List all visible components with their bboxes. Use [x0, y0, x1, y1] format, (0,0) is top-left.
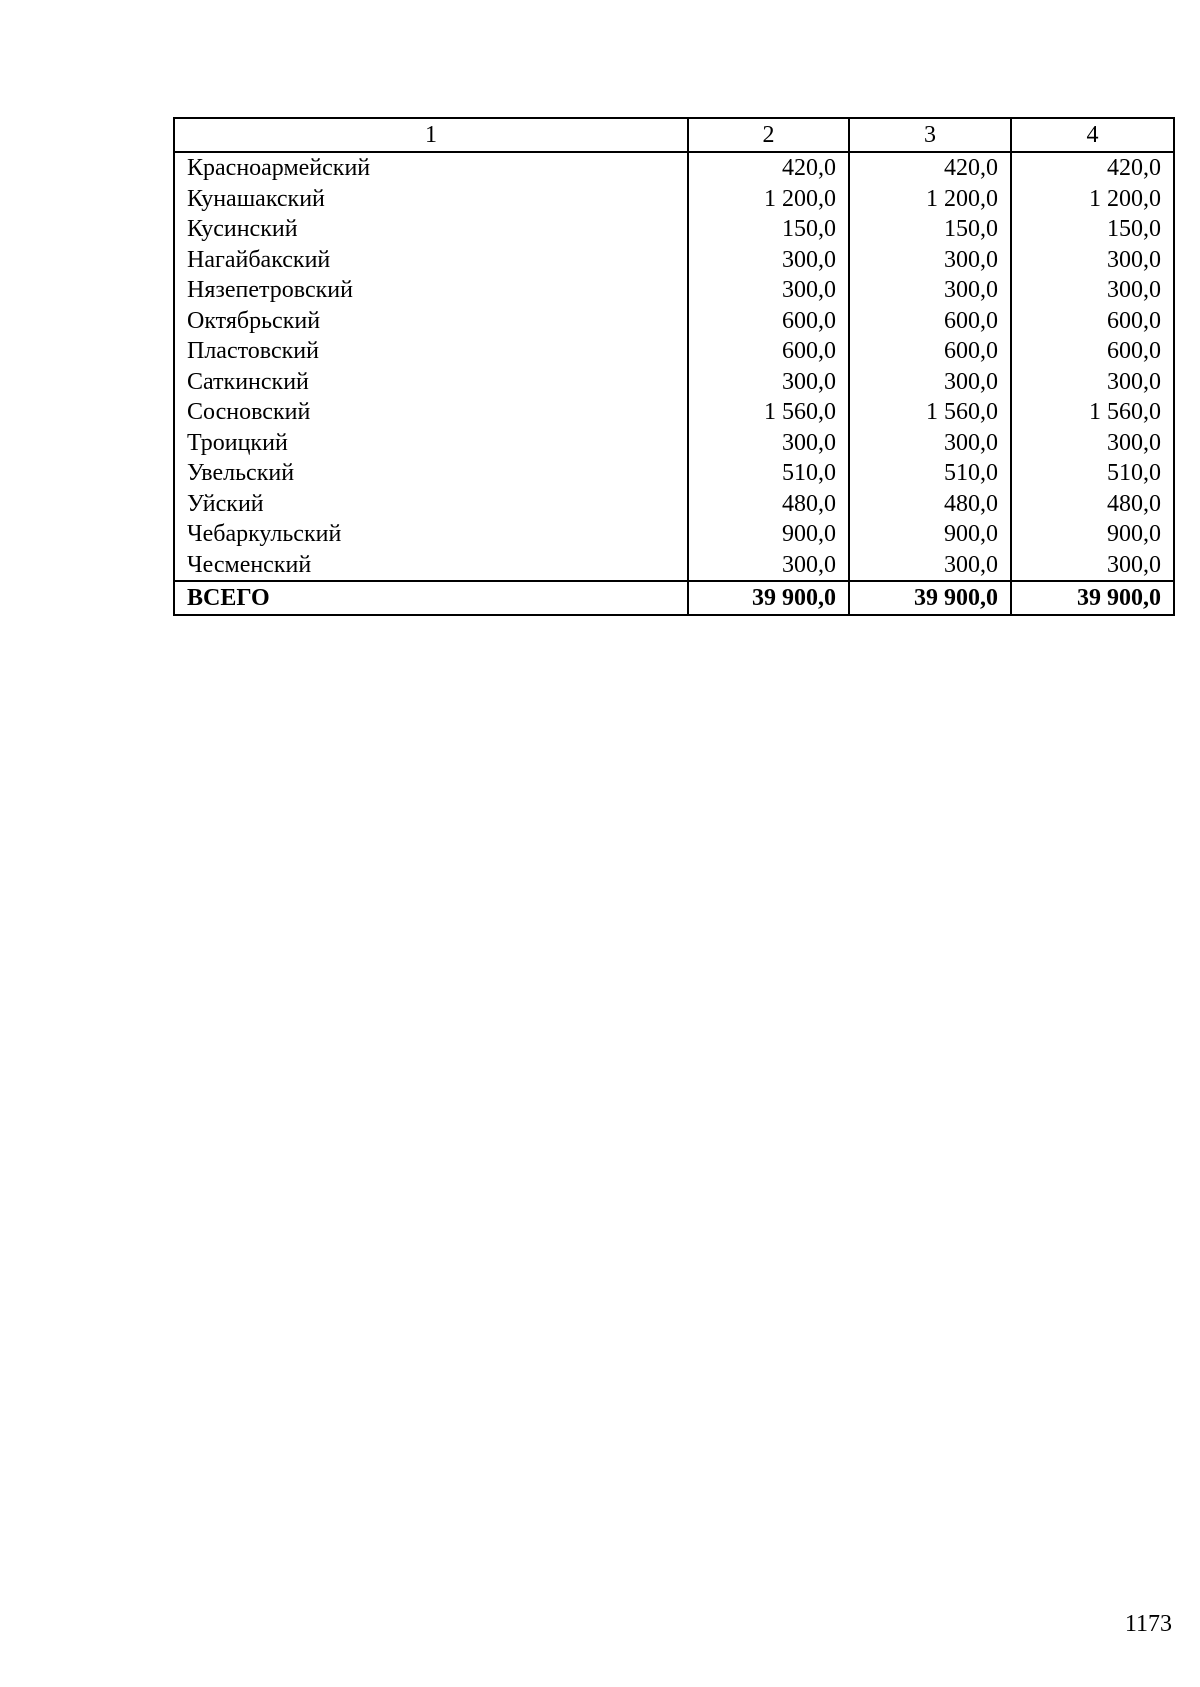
table-row [174, 458, 1174, 489]
value-col3: 300,0 [849, 245, 1011, 276]
district-name: Красноармейский [174, 152, 688, 184]
table-row [174, 428, 1174, 459]
table-row [174, 367, 1174, 398]
value-col4: 300,0 [1011, 428, 1174, 459]
value-col2: 900,0 [688, 519, 849, 550]
value-col3: 510,0 [849, 458, 1011, 489]
column-header-1: 1 [174, 118, 688, 152]
district-name: Нагайбакский [174, 245, 688, 276]
value-col3: 480,0 [849, 489, 1011, 520]
value-col2: 510,0 [688, 458, 849, 489]
value-col2: 150,0 [688, 214, 849, 245]
district-name: Октябрьский [174, 306, 688, 337]
value-col3: 900,0 [849, 519, 1011, 550]
district-name: Кусинский [174, 214, 688, 245]
value-col4: 480,0 [1011, 489, 1174, 520]
data-table [173, 117, 1175, 616]
total-row [174, 581, 1174, 615]
value-col4: 600,0 [1011, 306, 1174, 337]
district-name: Чесменский [174, 550, 688, 582]
district-name: Кунашакский [174, 184, 688, 215]
table-row [174, 519, 1174, 550]
header-row [174, 118, 1174, 152]
table-header [174, 118, 1174, 152]
column-header-2: 2 [688, 118, 849, 152]
value-col2: 480,0 [688, 489, 849, 520]
value-col2: 300,0 [688, 367, 849, 398]
table-row [174, 397, 1174, 428]
value-col4: 600,0 [1011, 336, 1174, 367]
value-col2: 1 560,0 [688, 397, 849, 428]
value-col2: 300,0 [688, 275, 849, 306]
district-name: Саткинский [174, 367, 688, 398]
column-header-3: 3 [849, 118, 1011, 152]
district-name: Уйский [174, 489, 688, 520]
column-header-4: 4 [1011, 118, 1174, 152]
value-col4: 300,0 [1011, 550, 1174, 582]
table-row [174, 306, 1174, 337]
value-col4: 150,0 [1011, 214, 1174, 245]
value-col2: 300,0 [688, 550, 849, 582]
value-col2: 300,0 [688, 428, 849, 459]
value-col3: 600,0 [849, 336, 1011, 367]
value-col4: 300,0 [1011, 245, 1174, 276]
value-col3: 300,0 [849, 550, 1011, 582]
value-col3: 600,0 [849, 306, 1011, 337]
total-value-col4: 39 900,0 [1011, 581, 1174, 615]
district-name: Чебаркульский [174, 519, 688, 550]
district-name: Увельский [174, 458, 688, 489]
value-col3: 1 560,0 [849, 397, 1011, 428]
table-row [174, 550, 1174, 582]
table-row [174, 184, 1174, 215]
value-col3: 300,0 [849, 367, 1011, 398]
table-body [174, 152, 1174, 581]
table-row [174, 245, 1174, 276]
value-col3: 300,0 [849, 428, 1011, 459]
table-footer [174, 581, 1174, 615]
value-col4: 300,0 [1011, 367, 1174, 398]
table-row [174, 152, 1174, 184]
total-value-col3: 39 900,0 [849, 581, 1011, 615]
value-col4: 510,0 [1011, 458, 1174, 489]
value-col3: 1 200,0 [849, 184, 1011, 215]
table-row [174, 489, 1174, 520]
table-row [174, 275, 1174, 306]
value-col4: 1 200,0 [1011, 184, 1174, 215]
value-col2: 600,0 [688, 306, 849, 337]
value-col4: 900,0 [1011, 519, 1174, 550]
page-number: 1173 [1124, 1611, 1172, 1637]
value-col4: 420,0 [1011, 152, 1174, 184]
value-col2: 420,0 [688, 152, 849, 184]
value-col4: 1 560,0 [1011, 397, 1174, 428]
value-col3: 420,0 [849, 152, 1011, 184]
district-name: Троицкий [174, 428, 688, 459]
value-col4: 300,0 [1011, 275, 1174, 306]
district-name: Пластовский [174, 336, 688, 367]
value-col2: 600,0 [688, 336, 849, 367]
total-value-col2: 39 900,0 [688, 581, 849, 615]
table-row [174, 336, 1174, 367]
district-name: Сосновский [174, 397, 688, 428]
table-row [174, 214, 1174, 245]
district-name: Нязепетровский [174, 275, 688, 306]
total-label: ВСЕГО [174, 581, 688, 615]
value-col2: 300,0 [688, 245, 849, 276]
value-col2: 1 200,0 [688, 184, 849, 215]
value-col3: 300,0 [849, 275, 1011, 306]
value-col3: 150,0 [849, 214, 1011, 245]
